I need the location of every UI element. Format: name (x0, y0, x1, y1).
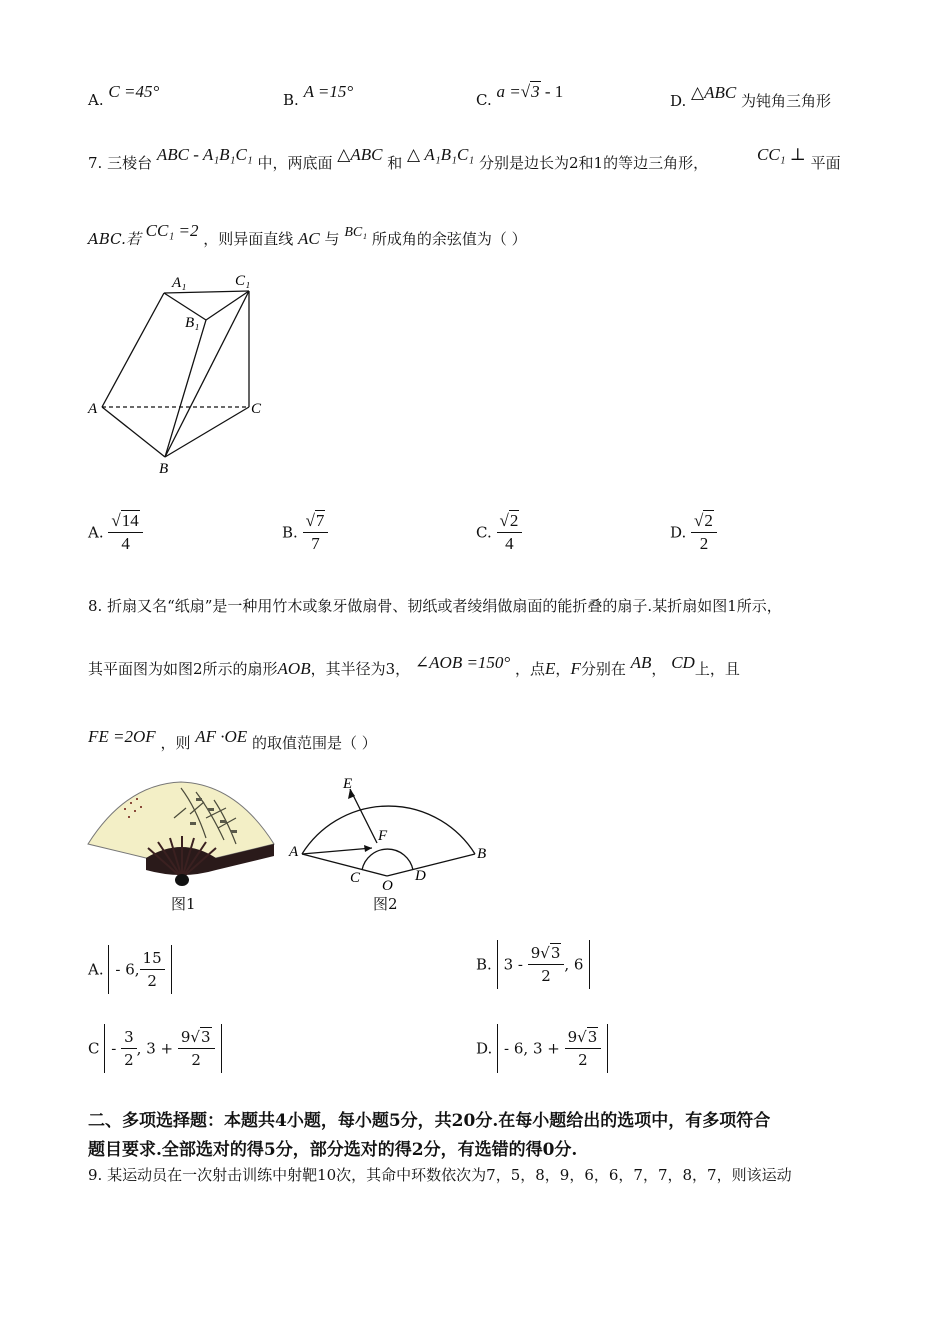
q7-frustum-figure (80, 265, 280, 480)
section2-heading-line2: 题目要求.全部选对的得5分，部分选对的得2分，有选错的得0分. (88, 1140, 578, 1160)
q6-option-a-expr: C =45° (108, 82, 160, 101)
q6-option-b-expr: A =15° (303, 82, 354, 101)
label-f: F (378, 828, 388, 844)
label-c1: C₁ (235, 273, 251, 289)
q9-stem: 9. 某运动员在一次射击训练中射靶10次，其命中环数依次为7，5，8，9，6，6，7，7，8，7，则该运动 (88, 1166, 792, 1184)
label-d: D (415, 868, 426, 884)
label-e: E (343, 776, 353, 792)
q6-option-d-text: 为钝角三角形 (741, 92, 832, 110)
label-a: A (88, 401, 98, 417)
q7-stem-line2: ABC.若 CC₁ =2 ，则异面直线 AC 与 BC₁ 所成角的余弦值为（ ） (88, 221, 527, 248)
q8-option-d: D. - 6, 3 + $\frac{9√3}{2}$ (476, 1024, 608, 1073)
label-o: O (382, 878, 393, 894)
q7-stem-line1: 7. 三棱台 ABC - A₁B₁C₁ 中，两底面 △ABC 和 △ A₁B₁C₁ 分别是边长为2和1的等边三角形， (88, 145, 709, 172)
q7-option-a: A. $\frac{√14}{4}$ (88, 510, 143, 555)
fig2-caption: 图2 (373, 895, 398, 913)
label-a: A (289, 844, 299, 860)
q6-option-d: D. △ABC 为钝角三角形 (670, 83, 832, 110)
q8-stem-line2: 其平面图为如图2所示的扇形AOB，其半径为3， ∠AOB =150° ，点E，F分别在 AB， CD上，且 (88, 653, 740, 678)
q8-stem-line1: 8. 折扇又名“纸扇”是一种用竹木或象牙做扇骨、韧纸或者绫绢做扇面的能折叠的扇子.某折扇如图1所示， (88, 597, 782, 615)
label-c: C (251, 401, 262, 417)
label-b: B (477, 846, 487, 862)
q8-option-b: B. 3 - $\frac{9√3}{2}$ , 6 (476, 940, 590, 989)
q7-option-b: B. $\frac{√7}{7}$ (282, 510, 328, 555)
q8-option-a: A. - 6, $\frac{15}{2}$ (88, 945, 172, 994)
fan-illustration (86, 778, 278, 890)
q6-option-c-expr: a =√3 - 1 (496, 82, 564, 101)
q8-stem-line3: FE =2OF ，则 AF ·OE 的取值范围是（ ） (88, 727, 377, 752)
q6-option-d-expr: △ABC (691, 83, 737, 102)
q6-option-b: B. A =15° (283, 82, 354, 109)
q7-option-d: D. $\frac{√2}{2}$ (670, 510, 717, 555)
q8-option-c: C - $\frac{3}{2}$ , 3 + $\frac{9√3}{2}$ (88, 1024, 222, 1073)
q7-stem-line1-end: CC₁ ⊥ 平面 (757, 145, 841, 172)
fig1-caption: 图1 (171, 895, 196, 913)
sector-diagram (285, 770, 495, 895)
q6-option-a: A. C =45° (88, 82, 160, 109)
q6-option-c: C. a =√3 - 1 (476, 82, 564, 109)
label-c: C (350, 870, 361, 886)
section2-heading-line1: 二、多项选择题：本题共4小题，每小题5分，共20分.在每小题给出的选项中，有多项符合 (88, 1111, 771, 1131)
label-b1: B₁ (185, 315, 200, 331)
label-b: B (159, 461, 169, 477)
q7-option-c: C. $\frac{√2}{4}$ (476, 510, 522, 555)
label-a1: A₁ (172, 275, 187, 291)
